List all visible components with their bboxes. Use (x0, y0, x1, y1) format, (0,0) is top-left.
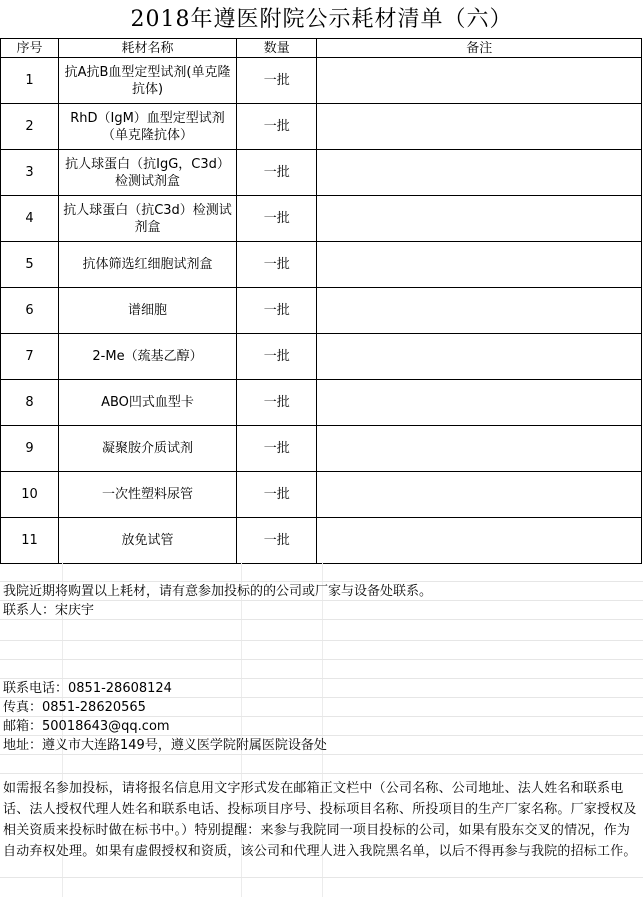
cell-name[interactable]: 抗人球蛋白（抗IgG，C3d）检测试剂盒 (58, 150, 236, 196)
cell-note[interactable] (317, 518, 642, 564)
header-no[interactable]: 序号 (1, 39, 59, 58)
cell-note[interactable] (317, 472, 642, 518)
cell-name[interactable]: 2-Me（巯基乙醇） (58, 334, 236, 380)
cell-note[interactable] (317, 426, 642, 472)
cell-no[interactable]: 10 (1, 472, 59, 518)
cell-note[interactable] (317, 104, 642, 150)
cell-name[interactable]: 谱细胞 (58, 288, 236, 334)
contact-phone[interactable]: 联系电话：0851-28608124 (3, 681, 172, 696)
cell-no[interactable]: 6 (1, 288, 59, 334)
cell-qty[interactable]: 一批 (237, 242, 317, 288)
cell-qty[interactable]: 一批 (237, 334, 317, 380)
grid-row-line (0, 640, 643, 641)
contact-email[interactable]: 邮箱：50018643@qq.com (3, 719, 170, 734)
cell-note[interactable] (317, 288, 642, 334)
cell-note[interactable] (317, 380, 642, 426)
header-qty[interactable]: 数量 (237, 39, 317, 58)
table-row (1, 58, 642, 104)
contact-fax[interactable]: 传真：0851-28620565 (3, 700, 146, 715)
table-row (1, 242, 642, 288)
cell-qty[interactable]: 一批 (237, 380, 317, 426)
cell-note[interactable] (317, 150, 642, 196)
cell-no[interactable]: 5 (1, 242, 59, 288)
contact-person[interactable]: 联系人：宋庆宇 (3, 603, 95, 618)
cell-qty[interactable]: 一批 (237, 58, 317, 104)
cell-name[interactable]: 放免试管 (58, 518, 236, 564)
cell-no[interactable]: 7 (1, 334, 59, 380)
cell-qty[interactable]: 一批 (237, 196, 317, 242)
consumables-table (0, 38, 642, 564)
header-note[interactable]: 备注 (317, 39, 642, 58)
cell-name[interactable]: 抗人球蛋白（抗C3d）检测试剂盒 (58, 196, 236, 242)
bidding-instructions[interactable]: 如需报名参加投标，请将报名信息用文字形式发在邮箱正文栏中（公司名称、公司地址、法人姓名和联系电话、法人授权代理人姓名和联系电话、投标项目序号、投标项目名称、所投项目的生产厂家名称。厂家授权及相关资质来投标时做在标书中。）特别提醒：来参与我院同一项目投标的公司，如果有股东交叉的情况，作为自动弃权处理。如果有虚假授权和资质，该公司和代理人进入我院黑名单，以后不得再参与我院的招标工作。 (3, 781, 637, 859)
cell-name[interactable]: 抗体筛选红细胞试剂盒 (58, 242, 236, 288)
grid-row-line (0, 773, 643, 774)
table-row (1, 380, 642, 426)
cell-name[interactable]: 凝聚胺介质试剂 (58, 426, 236, 472)
table-row (1, 334, 642, 380)
cell-no[interactable]: 8 (1, 380, 59, 426)
table-header-row (1, 39, 642, 58)
cell-note[interactable] (317, 242, 642, 288)
cell-qty[interactable]: 一批 (237, 288, 317, 334)
cell-name[interactable]: ABO凹式血型卡 (58, 380, 236, 426)
cell-qty[interactable]: 一批 (237, 104, 317, 150)
cell-note[interactable] (317, 334, 642, 380)
cell-qty[interactable]: 一批 (237, 150, 317, 196)
table-row (1, 472, 642, 518)
table-row (1, 518, 642, 564)
cell-no[interactable]: 11 (1, 518, 59, 564)
contact-address[interactable]: 地址：遵义市大连路149号，遵义医学院附属医院设备处 (3, 738, 327, 753)
cell-name[interactable]: RhD（IgM）血型定型试剂（单克隆抗体） (58, 104, 236, 150)
grid-row-line (0, 619, 643, 620)
cell-name[interactable]: 一次性塑料尿管 (58, 472, 236, 518)
cell-qty[interactable]: 一批 (237, 426, 317, 472)
cell-name[interactable]: 抗A抗B血型定型试剂(单克隆抗体) (58, 58, 236, 104)
grid-row-line (0, 659, 643, 660)
table-row (1, 426, 642, 472)
table-row (1, 288, 642, 334)
table-row (1, 104, 642, 150)
grid-row-line (0, 877, 643, 878)
table-row (1, 150, 642, 196)
cell-no[interactable]: 3 (1, 150, 59, 196)
header-name[interactable]: 耗材名称 (58, 39, 236, 58)
cell-note[interactable] (317, 196, 642, 242)
cell-qty[interactable]: 一批 (237, 472, 317, 518)
cell-no[interactable]: 1 (1, 58, 59, 104)
notice-intro[interactable]: 我院近期将购置以上耗材，请有意参加投标的的公司或厂家与设备处联系。 (3, 584, 433, 599)
page-title: 2018年遵医附院公示耗材清单（六） (130, 7, 513, 32)
cell-no[interactable]: 9 (1, 426, 59, 472)
cell-qty[interactable]: 一批 (237, 518, 317, 564)
cell-no[interactable]: 4 (1, 196, 59, 242)
cell-no[interactable]: 2 (1, 104, 59, 150)
cell-note[interactable] (317, 58, 642, 104)
table-row (1, 196, 642, 242)
